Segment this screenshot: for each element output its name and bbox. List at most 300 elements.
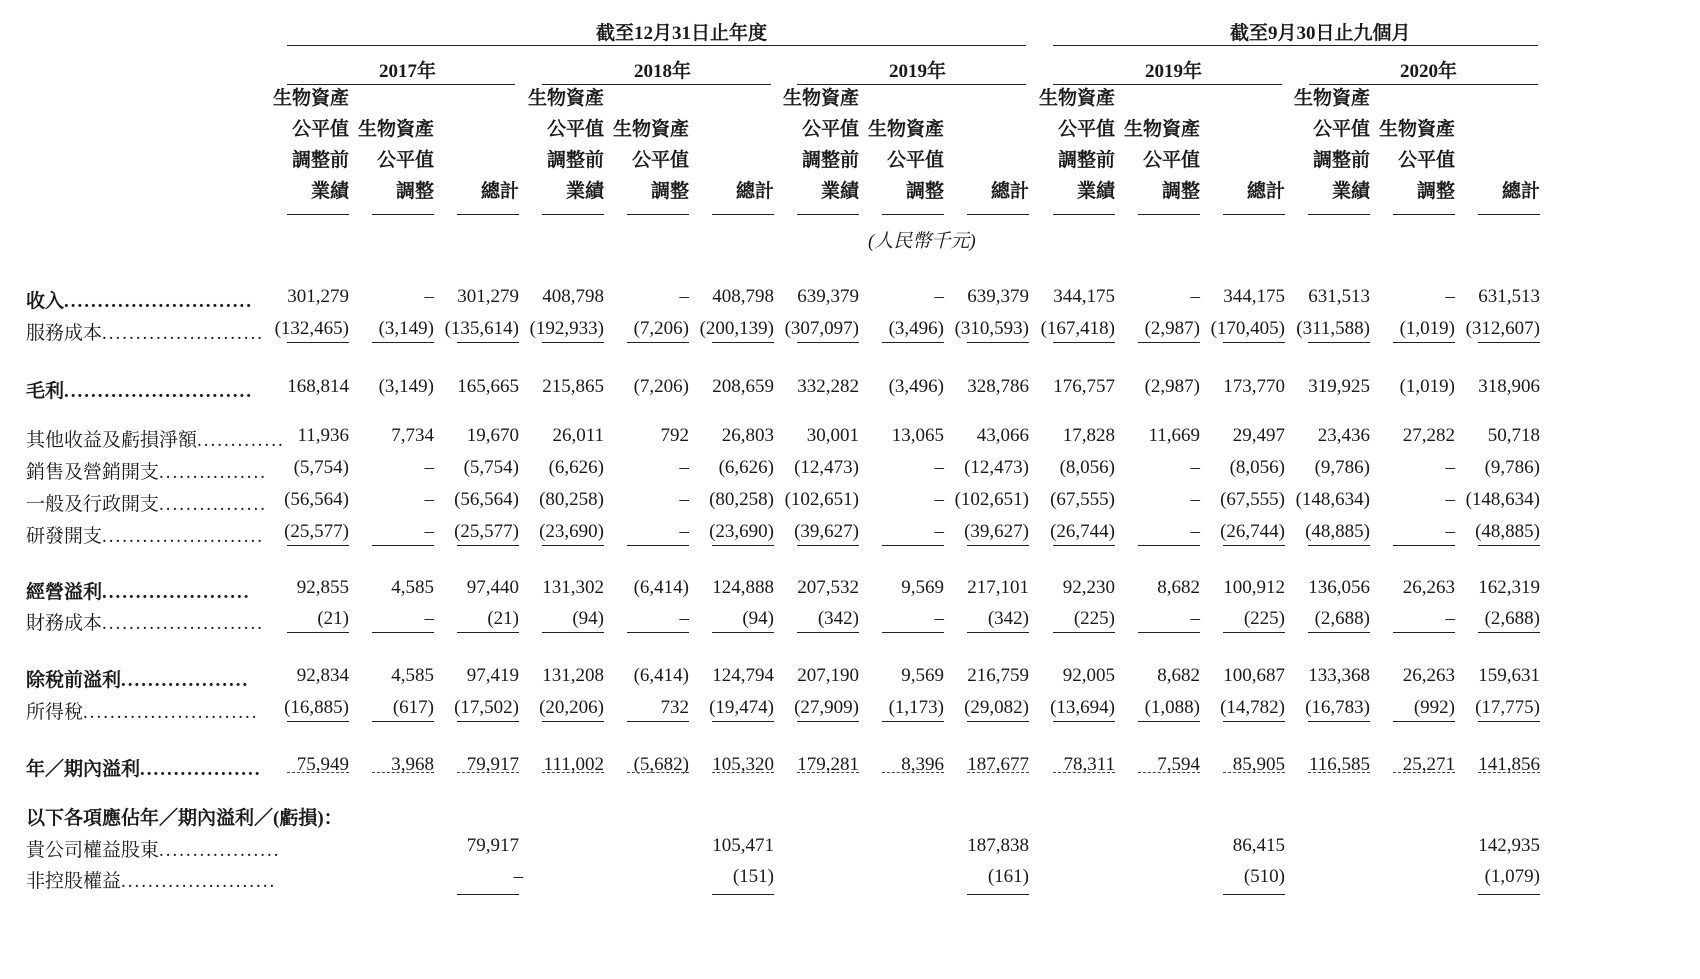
column-subtotal-rule <box>287 545 349 546</box>
column-header-line: 公平值 <box>801 119 859 140</box>
table-cell: 3,968 <box>391 754 434 775</box>
column-total-double-rule <box>712 772 774 773</box>
column-header-line: 公平值 <box>1057 119 1115 140</box>
table-cell: (3,149) <box>378 376 434 397</box>
row-label <box>26 457 267 484</box>
column-header-rule <box>1478 214 1540 215</box>
table-cell: 92,230 <box>1062 577 1115 598</box>
column-subtotal-rule <box>1308 721 1370 722</box>
row-label-text: 所得稅 <box>26 702 84 723</box>
table-cell: 631,513 <box>1478 286 1540 307</box>
table-cell: (2,688) <box>1314 608 1370 629</box>
column-total-double-rule <box>1308 772 1370 773</box>
table-cell: (16,885) <box>284 697 349 718</box>
table-cell: – <box>1190 521 1200 542</box>
row-label <box>26 521 264 548</box>
column-subtotal-rule <box>712 894 774 895</box>
table-cell: 11,936 <box>297 425 349 446</box>
table-cell: (200,139) <box>699 318 774 339</box>
row-label-text: 非控股權益 <box>26 871 122 892</box>
column-subtotal-rule <box>1138 721 1200 722</box>
column-subtotal-rule <box>967 545 1029 546</box>
table-cell: – <box>934 457 944 478</box>
column-header-line: 生物資產 <box>782 88 859 109</box>
column-total-double-rule <box>372 772 434 773</box>
row-label <box>26 577 251 604</box>
column-total-double-rule <box>457 772 519 773</box>
column-header-line: 公平值 <box>631 150 689 171</box>
table-cell: (992) <box>1413 697 1455 718</box>
column-subtotal-rule <box>712 632 774 633</box>
year-header: 2019年 <box>889 61 947 82</box>
table-cell: (13,694) <box>1050 697 1115 718</box>
column-subtotal-rule <box>1223 545 1285 546</box>
table-cell: 408,798 <box>712 286 774 307</box>
column-subtotal-rule <box>967 894 1029 895</box>
column-subtotal-rule <box>882 721 944 722</box>
column-header-rule <box>967 214 1029 215</box>
column-header-line: 生物資產 <box>1293 88 1370 109</box>
table-cell: 19,670 <box>466 425 519 446</box>
table-cell: – <box>1190 608 1200 629</box>
table-cell: (6,626) <box>718 457 774 478</box>
column-subtotal-rule <box>287 721 349 722</box>
table-cell: (39,627) <box>964 521 1029 542</box>
column-subtotal-rule <box>627 721 689 722</box>
table-cell: 78,311 <box>1063 754 1115 775</box>
table-cell: (25,577) <box>284 521 349 542</box>
table-cell: (3,149) <box>378 318 434 339</box>
table-cell: – <box>1190 286 1200 307</box>
column-header-line: 總計 <box>1501 181 1540 202</box>
table-cell: – <box>934 489 944 510</box>
table-cell: (1,019) <box>1399 318 1455 339</box>
table-cell: 17,828 <box>1062 425 1115 446</box>
attribution-owners-cell: 142,935 <box>1478 835 1540 856</box>
table-cell: (307,097) <box>784 318 859 339</box>
table-cell: 26,263 <box>1402 577 1455 598</box>
table-cell: (3,496) <box>888 318 944 339</box>
table-cell: 631,513 <box>1308 286 1370 307</box>
row-label-text: 研發開支 <box>26 526 103 547</box>
table-cell: 111,002 <box>543 754 604 775</box>
table-cell: 792 <box>660 425 689 446</box>
table-cell: 7,734 <box>391 425 434 446</box>
table-cell: (23,690) <box>539 521 604 542</box>
table-cell: (312,607) <box>1465 318 1540 339</box>
column-subtotal-rule <box>797 545 859 546</box>
table-cell: (21) <box>317 608 349 629</box>
table-cell: (5,754) <box>293 457 349 478</box>
column-subtotal-rule <box>457 894 519 895</box>
column-header-rule <box>1308 214 1370 215</box>
table-cell: 168,814 <box>287 376 349 397</box>
table-cell: 8,682 <box>1157 665 1200 686</box>
row-label <box>26 608 264 635</box>
column-header-line: 調整前 <box>546 150 604 171</box>
column-header-rule <box>372 214 434 215</box>
column-subtotal-rule <box>542 342 604 343</box>
table-cell: (2,987) <box>1144 376 1200 397</box>
table-cell: (6,626) <box>548 457 604 478</box>
column-header-line: 調整前 <box>1057 150 1115 171</box>
table-cell: (27,909) <box>794 697 859 718</box>
column-subtotal-rule <box>1308 545 1370 546</box>
column-subtotal-rule <box>542 721 604 722</box>
column-header-line: 公平值 <box>546 119 604 140</box>
row-label <box>26 376 253 403</box>
column-header-line: 公平值 <box>1312 119 1370 140</box>
table-cell: 4,585 <box>391 577 434 598</box>
header-group-annual-rule <box>287 45 1026 46</box>
table-cell: 9,569 <box>901 577 944 598</box>
table-cell: 27,282 <box>1402 425 1455 446</box>
column-total-double-rule <box>1223 772 1285 773</box>
column-subtotal-rule <box>967 721 1029 722</box>
column-total-double-rule <box>797 772 859 773</box>
table-cell: – <box>1190 457 1200 478</box>
table-cell: 301,279 <box>287 286 349 307</box>
table-cell: (192,933) <box>529 318 604 339</box>
row-label-leader-dots: ........................ <box>102 613 265 634</box>
column-subtotal-rule <box>1478 545 1540 546</box>
table-cell: 92,855 <box>296 577 349 598</box>
column-header-line: 總計 <box>1246 181 1285 202</box>
table-cell: 100,687 <box>1223 665 1285 686</box>
table-cell: 208,659 <box>712 376 774 397</box>
attribution-nci-label <box>26 866 276 893</box>
table-cell: (67,555) <box>1220 489 1285 510</box>
table-cell: 215,865 <box>542 376 604 397</box>
table-cell: 141,856 <box>1478 754 1540 775</box>
column-header-line: 生物資產 <box>1123 119 1200 140</box>
table-cell: 162,319 <box>1478 577 1540 598</box>
table-cell: (29,082) <box>964 697 1029 718</box>
table-cell: (94) <box>572 608 604 629</box>
column-subtotal-rule <box>882 545 944 546</box>
attribution-owners-cell: 86,415 <box>1232 835 1285 856</box>
table-cell: 25,271 <box>1402 754 1455 775</box>
table-cell: 97,419 <box>466 665 519 686</box>
row-label-text: 服務成本 <box>26 323 103 344</box>
row-label-text: 收入 <box>26 291 65 312</box>
table-cell: 26,263 <box>1402 665 1455 686</box>
table-cell: (102,651) <box>954 489 1029 510</box>
table-cell: (26,744) <box>1220 521 1285 542</box>
column-subtotal-rule <box>457 545 519 546</box>
table-cell: (167,418) <box>1040 318 1115 339</box>
column-total-double-rule <box>882 772 944 773</box>
attribution-nci-cell: (151) <box>732 866 774 887</box>
table-cell: (5,682) <box>633 754 689 775</box>
table-cell: – <box>679 457 689 478</box>
column-header-line: 總計 <box>480 181 519 202</box>
column-header-line: 公平值 <box>1397 150 1455 171</box>
table-cell: (135,614) <box>444 318 519 339</box>
row-label-leader-dots: ............................ <box>64 381 254 402</box>
column-header-line: 調整 <box>395 181 434 202</box>
row-label-text: 銷售及營銷開支 <box>26 462 160 483</box>
table-cell: 639,379 <box>967 286 1029 307</box>
column-subtotal-rule <box>1223 342 1285 343</box>
column-subtotal-rule <box>882 342 944 343</box>
column-header-line: 業績 <box>565 181 604 202</box>
table-cell: 344,175 <box>1223 286 1285 307</box>
unit-note: (人民幣千元) <box>868 231 976 252</box>
table-cell: (48,885) <box>1305 521 1370 542</box>
column-total-double-rule <box>1138 772 1200 773</box>
table-cell: 105,320 <box>712 754 774 775</box>
table-cell: 216,759 <box>967 665 1029 686</box>
table-cell: 124,794 <box>712 665 774 686</box>
column-subtotal-rule <box>1053 632 1115 633</box>
column-subtotal-rule <box>1053 721 1115 722</box>
table-cell: – <box>1445 457 1455 478</box>
column-subtotal-rule <box>1138 342 1200 343</box>
column-subtotal-rule <box>372 721 434 722</box>
attribution-nci-cell: (510) <box>1243 866 1285 887</box>
column-subtotal-rule <box>372 632 434 633</box>
table-cell: – <box>679 286 689 307</box>
row-label-text: 年／期內溢利 <box>26 759 141 780</box>
column-total-double-rule <box>1393 772 1455 773</box>
table-cell: (170,405) <box>1210 318 1285 339</box>
table-cell: (310,593) <box>954 318 1029 339</box>
table-cell: 187,677 <box>967 754 1029 775</box>
table-cell: (148,634) <box>1295 489 1370 510</box>
table-cell: 100,912 <box>1223 577 1285 598</box>
row-label <box>26 665 249 692</box>
table-cell: (311,588) <box>1296 318 1370 339</box>
column-header-line: 調整 <box>905 181 944 202</box>
column-header-line: 生物資產 <box>357 119 434 140</box>
year-header: 2020年 <box>1400 61 1458 82</box>
table-cell: (21) <box>487 608 519 629</box>
column-subtotal-rule <box>1308 632 1370 633</box>
column-header-line: 公平值 <box>886 150 944 171</box>
table-cell: (9,786) <box>1484 457 1540 478</box>
column-header-line: 調整 <box>650 181 689 202</box>
table-cell: – <box>1190 489 1200 510</box>
row-label-text: 一般及行政開支 <box>26 494 160 515</box>
column-total-double-rule <box>967 772 1029 773</box>
column-header-rule <box>1223 214 1285 215</box>
table-cell: (6,414) <box>633 665 689 686</box>
column-header-line: 業績 <box>1331 181 1370 202</box>
column-subtotal-rule <box>542 632 604 633</box>
table-cell: (132,465) <box>274 318 349 339</box>
table-cell: 344,175 <box>1053 286 1115 307</box>
table-cell: 207,190 <box>797 665 859 686</box>
column-header-line: 業績 <box>310 181 349 202</box>
year-header: 2019年 <box>1145 61 1203 82</box>
table-cell: (1,088) <box>1144 697 1200 718</box>
table-cell: (26,744) <box>1050 521 1115 542</box>
column-header-rule <box>542 214 604 215</box>
table-cell: 116,585 <box>1308 754 1370 775</box>
column-subtotal-rule <box>1393 721 1455 722</box>
table-cell: 131,208 <box>542 665 604 686</box>
column-subtotal-rule <box>287 632 349 633</box>
row-label-leader-dots: .......................... <box>83 702 259 723</box>
column-subtotal-rule <box>712 342 774 343</box>
attribution-nci-cell: – <box>513 866 523 887</box>
table-cell: (14,782) <box>1220 697 1285 718</box>
row-label <box>26 318 264 345</box>
table-cell: 92,005 <box>1062 665 1115 686</box>
table-cell: (225) <box>1073 608 1115 629</box>
row-label-text: 毛利 <box>26 381 65 402</box>
column-subtotal-rule <box>797 721 859 722</box>
table-cell: (2,688) <box>1484 608 1540 629</box>
column-header-rule <box>1138 214 1200 215</box>
column-header-rule <box>457 214 519 215</box>
table-cell: – <box>934 521 944 542</box>
table-cell: (25,577) <box>454 521 519 542</box>
table-cell: (20,206) <box>539 697 604 718</box>
column-header-line: 公平值 <box>1142 150 1200 171</box>
column-subtotal-rule <box>1053 545 1115 546</box>
column-header-line: 生物資產 <box>527 88 604 109</box>
table-cell: 732 <box>660 697 689 718</box>
table-cell: (17,775) <box>1475 697 1540 718</box>
column-subtotal-rule <box>1053 342 1115 343</box>
row-label-leader-dots: ........................ <box>102 526 265 547</box>
table-cell: 23,436 <box>1317 425 1370 446</box>
row-label-text: 財務成本 <box>26 613 103 634</box>
column-header-rule <box>712 214 774 215</box>
table-cell: (7,206) <box>633 318 689 339</box>
table-cell: – <box>424 286 434 307</box>
table-cell: (9,786) <box>1314 457 1370 478</box>
table-cell: 332,282 <box>797 376 859 397</box>
table-cell: (102,651) <box>784 489 859 510</box>
row-label <box>26 697 259 724</box>
column-subtotal-rule <box>1308 342 1370 343</box>
table-cell: 319,925 <box>1308 376 1370 397</box>
column-total-double-rule <box>542 772 604 773</box>
table-cell: 159,631 <box>1478 665 1540 686</box>
column-header-rule <box>1053 214 1115 215</box>
table-cell: – <box>1445 286 1455 307</box>
column-subtotal-rule <box>1478 721 1540 722</box>
column-subtotal-rule <box>797 342 859 343</box>
attribution-owners-cell: 105,471 <box>712 835 774 856</box>
table-cell: – <box>424 457 434 478</box>
column-subtotal-rule <box>627 342 689 343</box>
table-cell: (342) <box>817 608 859 629</box>
column-total-double-rule <box>627 772 689 773</box>
table-cell: (148,634) <box>1465 489 1540 510</box>
column-subtotal-rule <box>1478 632 1540 633</box>
table-cell: 207,532 <box>797 577 859 598</box>
table-cell: 217,101 <box>967 577 1029 598</box>
row-label <box>26 425 285 452</box>
column-header-rule <box>1393 214 1455 215</box>
year-header: 2017年 <box>379 61 437 82</box>
row-label-leader-dots: ....................... <box>121 871 277 892</box>
column-total-double-rule <box>1478 772 1540 773</box>
column-subtotal-rule <box>967 342 1029 343</box>
table-cell: 30,001 <box>806 425 859 446</box>
table-cell: (225) <box>1243 608 1285 629</box>
column-subtotal-rule <box>542 545 604 546</box>
table-cell: (8,056) <box>1229 457 1285 478</box>
row-label-leader-dots: ................... <box>121 670 250 691</box>
table-cell: 318,906 <box>1478 376 1540 397</box>
table-cell: 131,302 <box>542 577 604 598</box>
table-cell: 301,279 <box>457 286 519 307</box>
column-subtotal-rule <box>1393 342 1455 343</box>
column-header-rule <box>797 214 859 215</box>
row-label-text: 經營溢利 <box>26 582 103 603</box>
column-header-line: 公平值 <box>291 119 349 140</box>
column-header-line: 調整前 <box>801 150 859 171</box>
row-label-text: 貴公司權益股東 <box>26 840 160 861</box>
column-subtotal-rule <box>797 632 859 633</box>
header-group-ninemonth-rule <box>1053 45 1538 46</box>
row-label-leader-dots: ...................... <box>102 582 251 603</box>
column-header-line: 調整前 <box>1312 150 1370 171</box>
table-cell: (80,258) <box>539 489 604 510</box>
table-cell: – <box>1445 521 1455 542</box>
column-subtotal-rule <box>712 545 774 546</box>
attribution-owners-cell: 79,917 <box>466 835 519 856</box>
table-cell: 408,798 <box>542 286 604 307</box>
attribution-heading: 以下各項應佔年／期內溢利／(虧損)： <box>26 808 343 829</box>
header-group-annual: 截至12月31日止年度 <box>596 23 768 44</box>
table-cell: 639,379 <box>797 286 859 307</box>
table-cell: (12,473) <box>794 457 859 478</box>
table-cell: 176,757 <box>1053 376 1115 397</box>
table-cell: 8,396 <box>901 754 944 775</box>
table-cell: 8,682 <box>1157 577 1200 598</box>
table-cell: – <box>1445 608 1455 629</box>
table-cell: 179,281 <box>797 754 859 775</box>
table-cell: 173,770 <box>1223 376 1285 397</box>
table-cell: (56,564) <box>284 489 349 510</box>
column-header-line: 公平值 <box>376 150 434 171</box>
table-cell: (67,555) <box>1050 489 1115 510</box>
attribution-owners-cell: 187,838 <box>967 835 1029 856</box>
column-subtotal-rule <box>1478 342 1540 343</box>
row-label-leader-dots: .................. <box>159 840 281 861</box>
column-header-line: 生物資產 <box>1378 119 1455 140</box>
table-cell: (5,754) <box>463 457 519 478</box>
column-subtotal-rule <box>1478 894 1540 895</box>
table-cell: 9,569 <box>901 665 944 686</box>
attribution-owners-label <box>26 835 281 862</box>
table-cell: – <box>424 521 434 542</box>
column-header-line: 總計 <box>990 181 1029 202</box>
column-subtotal-rule <box>1138 545 1200 546</box>
table-cell: (6,414) <box>633 577 689 598</box>
column-header-line: 業績 <box>1076 181 1115 202</box>
column-header-rule <box>627 214 689 215</box>
attribution-nci-cell: (1,079) <box>1484 866 1540 887</box>
column-total-double-rule <box>1053 772 1115 773</box>
table-cell: (342) <box>987 608 1029 629</box>
row-label-leader-dots: .................. <box>140 759 262 780</box>
row-label-leader-dots: ............................ <box>64 291 254 312</box>
table-cell: – <box>424 608 434 629</box>
table-cell: (7,206) <box>633 376 689 397</box>
table-cell: 136,056 <box>1308 577 1370 598</box>
column-header-line: 調整 <box>1416 181 1455 202</box>
column-subtotal-rule <box>457 721 519 722</box>
row-label-leader-dots: ........................ <box>102 323 265 344</box>
table-cell: (19,474) <box>709 697 774 718</box>
